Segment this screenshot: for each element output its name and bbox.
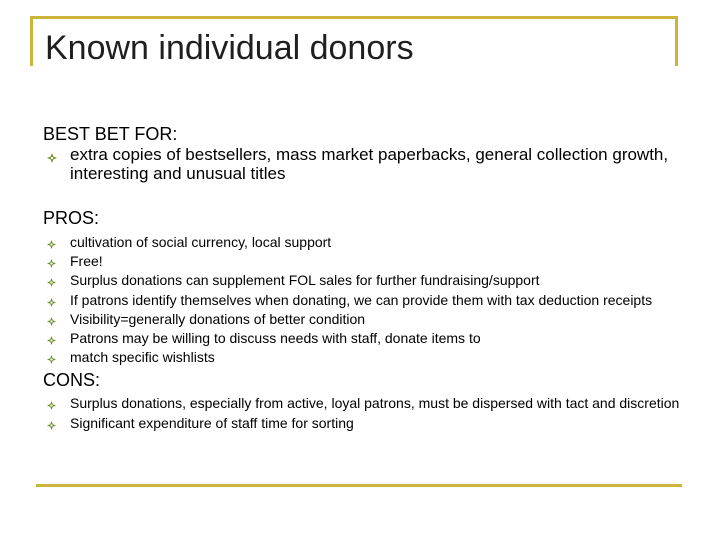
best-bet-list (43, 145, 683, 183)
diamond-flower-icon (47, 352, 56, 361)
list-item-text: Surplus donations can supplement FOL sales for further fundraising/support (70, 272, 540, 289)
list-item-text: match specific wishlists (70, 349, 215, 366)
list-item (43, 145, 683, 183)
diamond-flower-icon (47, 418, 56, 427)
diamond-flower-icon (47, 275, 56, 284)
list-item (43, 312, 683, 328)
pros-heading: PROS: (43, 208, 100, 228)
list-item (43, 350, 683, 366)
list-item (43, 396, 683, 412)
list-item-text: extra copies of bestsellers, mass market paperbacks, general collection growth, interesting and unusual titles (70, 145, 669, 183)
slide-title: Known individual donors (45, 29, 414, 67)
diamond-flower-icon (47, 314, 56, 323)
diamond-flower-icon (47, 148, 57, 158)
list-item-text: Free! (70, 253, 103, 270)
list-item-text: Significant expenditure of staff time for sorting (70, 414, 354, 431)
list-item-text: If patrons identify themselves when donating, we can provide them with tax deduction receipts (70, 291, 653, 308)
list-item-text: cultivation of social currency, local support (70, 234, 332, 250)
list-item (43, 254, 683, 270)
list-item (43, 331, 683, 347)
cons-list (43, 396, 683, 431)
diamond-flower-icon (47, 295, 56, 304)
frame-top-line (30, 16, 678, 19)
list-item-text: Patrons may be willing to discuss needs with staff, donate items to (70, 329, 481, 346)
list-item (43, 273, 683, 289)
list-item (43, 416, 683, 432)
frame-left-line (30, 16, 33, 66)
pros-list (43, 235, 683, 366)
frame-bottom-line (36, 484, 682, 487)
cons-heading: CONS: (43, 370, 101, 391)
list-item-text: Surplus donations, especially from active, loyal patrons, must be dispersed with tact and discretion (70, 395, 680, 412)
diamond-flower-icon (47, 237, 56, 246)
diamond-flower-icon (47, 256, 56, 265)
best-bet-heading: BEST BET FOR: (43, 124, 178, 144)
diamond-flower-icon (47, 398, 56, 407)
list-item (43, 235, 683, 251)
list-item-text: Visibility=generally donations of better condition (70, 310, 366, 327)
frame-right-line (675, 16, 678, 66)
list-item (43, 293, 683, 309)
slide-content (43, 123, 683, 435)
diamond-flower-icon (47, 333, 56, 342)
